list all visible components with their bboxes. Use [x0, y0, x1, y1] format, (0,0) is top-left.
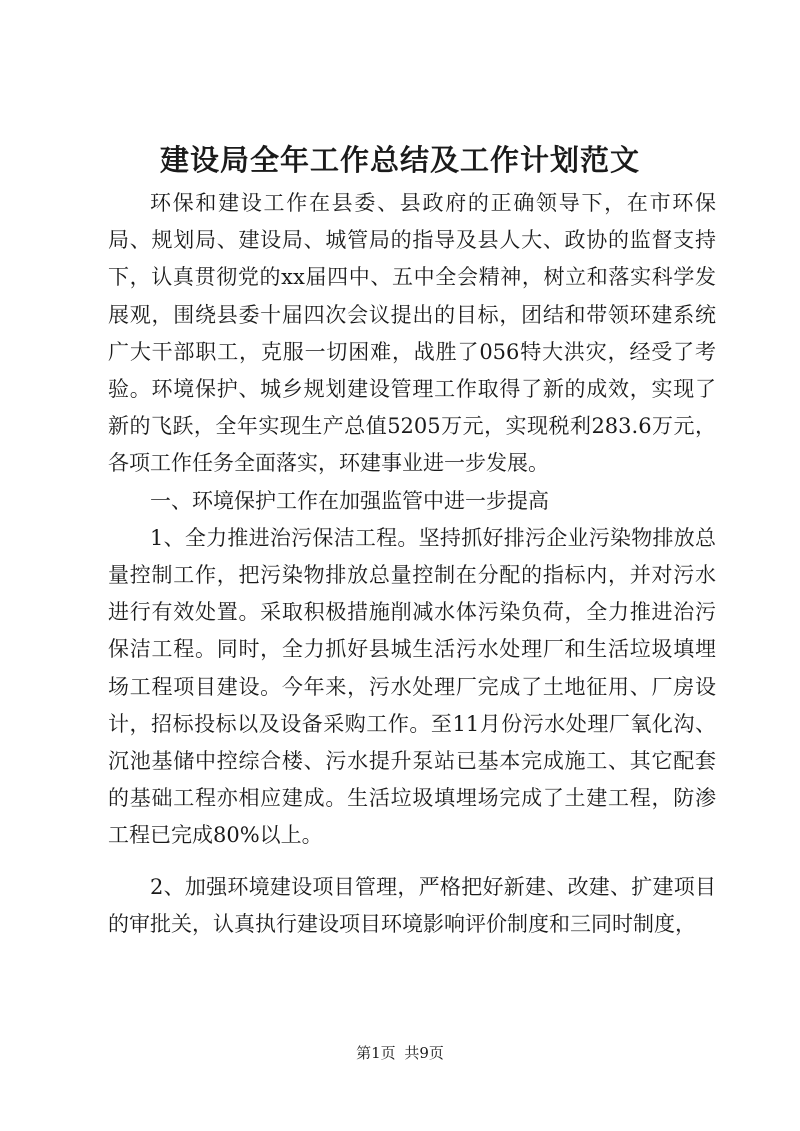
- document-body: [108, 185, 716, 943]
- paragraph-intro: 环保和建设工作在县委、县政府的正确领导下，在市环保局、规划局、建设局、城管局的指导及县人大、政协的监督支持下，认真贯彻党的xx届四中、五中全会精神，树立和落实科学发展观，围绕县委十届四次会议提出的目标，团结和带领环建系统广大干部职工，克服一切困难，战胜了056特大洪灾，经受了考验。环境保护、城乡规划建设管理工作取得了新的成效，实现了新的飞跃，全年实现生产总值5205万元，实现税利283.6万元，各项工作任务全面落实，环建事业进一步发展。: [108, 191, 716, 476]
- paragraph-item-2: 2、加强环境建设项目管理，严格把好新建、改建、扩建项目的审批关，认真执行建设项目环境影响评价制度和三同时制度，: [108, 874, 716, 936]
- document-title: 建设局全年工作总结及工作计划范文: [159, 143, 640, 177]
- paragraph-item-1: 1、全力推进治污保洁工程。坚持抓好排污企业污染物排放总量控制工作，把污染物排放总量控制在分配的指标内，并对污水进行有效处置。采取积极措施削减水体污染负荷，全力推进治污保洁工程。同时，全力抓好县城生活污水处理厂和生活垃圾填埋场工程项目建设。今年来，污水处理厂完成了土地征用、厂房设计，招标投标以及设备采购工作。至11月份污水处理厂氧化沟、沉池基储中控综合楼、污水提升泵站已基本完成施工、其它配套的基础工程亦相应建成。生活垃圾填埋场完成了土建工程，防渗工程已完成80%以上。: [108, 525, 716, 848]
- page-number: 第1页: [356, 1044, 396, 1062]
- section-heading-environment: 一、环境保护工作在加强监管中进一步提高: [150, 488, 549, 513]
- page-total: 共9页: [404, 1044, 444, 1062]
- page-footer: [0, 1043, 800, 1063]
